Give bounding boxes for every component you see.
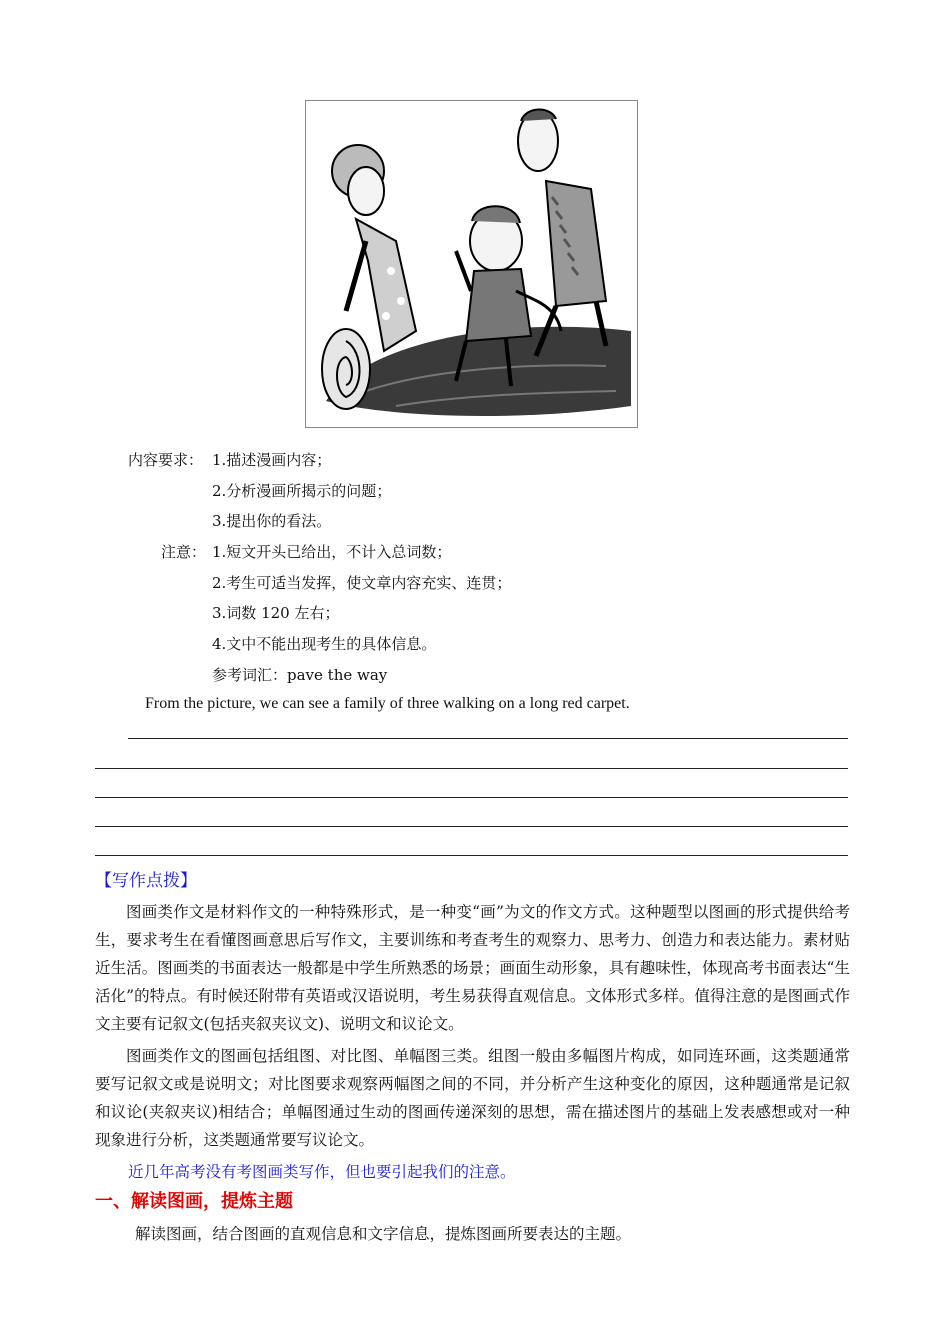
requirement-item: 2.分析漫画所揭示的问题； [212,482,392,500]
vocab-hint: 参考词汇：pave the way [212,666,388,684]
note-item: 2.考生可适当发挥，使文章内容充实、连贯； [212,574,512,592]
notes-label: 注意： [161,543,207,561]
opening-sentence: From the picture, we can see a family of three walking on a long red carpet. [145,695,630,712]
answer-line[interactable] [95,797,848,798]
requirement-item: 3.提出你的看法。 [212,512,332,530]
requirements-label: 内容要求： [128,451,204,469]
tips-paragraph-1: 图画类作文是材料作文的一种特殊形式，是一种变“画”为文的作文方式。这种题型以图画的形式提供给考生，要求考生在看懂图画意思后写作文，主要训练和考查考生的观察力、思考力、创造力和表达能力。素材贴近生活。图画类的书面表达一般都是中学生所熟悉的场景；画面生动形象，具有趣味性，体现高考书面表达“生活化”的特点。有时候还附带有英语或汉语说明，考生易获得直观信息。文体形式多样。值得注意的是图画式作文主要有记叙文(包括夹叙夹议文)、说明文和议论文。 [95,903,850,1033]
answer-line[interactable] [95,826,848,827]
cartoon-family-red-carpet-icon [306,101,637,427]
tips-note: 近几年高考没有考图画类写作，但也要引起我们的注意。 [128,1163,516,1181]
note-item: 1.短文开头已给出，不计入总词数； [212,543,452,561]
answer-line[interactable] [95,768,848,769]
section-heading: 一、解读图画，提炼主题 [95,1191,293,1212]
note-item: 3.词数 120 左右； [212,604,340,622]
requirement-item: 1.描述漫画内容； [212,451,332,469]
cartoon-illustration [305,100,638,428]
tips-paragraph-2: 图画类作文的图画包括组图、对比图、单幅图三类。组图一般由多幅图片构成，如同连环画，这类题通常要写记叙文或是说明文；对比图要求观察两幅图之间的不同，并分析产生这种变化的原因，这种题通常是记叙和议论(夹叙夹议)相结合；单幅图通过生动的图画传递深刻的思想，需在描述图片的基础上发表感想或对一种现象进行分析，这类题通常要写议论文。 [95,1047,850,1149]
note-item: 4.文中不能出现考生的具体信息。 [212,635,437,653]
answer-line[interactable] [128,738,848,739]
answer-line[interactable] [95,855,848,856]
tips-heading: 【写作点拨】 [95,871,197,891]
section-text: 解读图画，结合图画的直观信息和文字信息，提炼图画所要表达的主题。 [135,1225,632,1243]
